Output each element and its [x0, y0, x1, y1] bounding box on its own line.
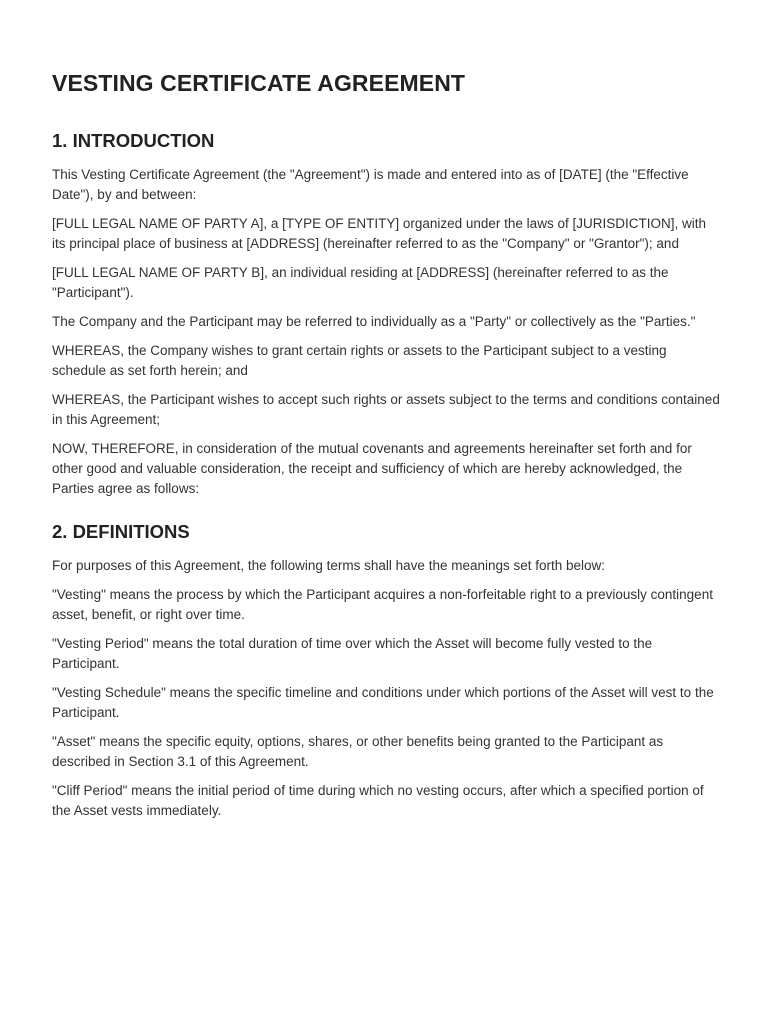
paragraph: [FULL LEGAL NAME OF PARTY B], an individual residing at [ADDRESS] (hereinafter referred to as the "Participant").: [52, 265, 669, 300]
section-introduction: [52, 130, 720, 499]
section-heading: 2. DEFINITIONS: [52, 521, 190, 542]
paragraph: NOW, THEREFORE, in consideration of the mutual covenants and agreements hereinafter set forth and for other good and valuable consideration, the receipt and sufficiency of which are hereby acknowledged, the Parties agree as follows:: [52, 441, 692, 496]
definition-vesting: "Vesting" means the process by which the Participant acquires a non-forfeitable right to a previously contingent asset, benefit, or right over time.: [52, 587, 713, 622]
definition-vesting-period: "Vesting Period" means the total duration of time over which the Asset will become fully vested to the Participant.: [52, 636, 653, 671]
paragraph: This Vesting Certificate Agreement (the "Agreement") is made and entered into as of [DATE] (the "Effective Date"), by and between:: [52, 167, 689, 202]
document-title: VESTING CERTIFICATE AGREEMENT: [52, 70, 466, 96]
paragraph: [FULL LEGAL NAME OF PARTY A], a [TYPE OF ENTITY] organized under the laws of [JURISDICTION], with its principal place of business at [ADDRESS] (hereinafter referred to as the "Company" or "Grantor"); and: [52, 216, 706, 251]
paragraph: The Company and the Participant may be referred to individually as a "Party" or collectively as the "Parties.": [52, 314, 696, 329]
definition-cliff-period: "Cliff Period" means the initial period of time during which no vesting occurs, after which a specified portion of the Asset vests immediately.: [52, 783, 704, 818]
section-heading: 1. INTRODUCTION: [52, 130, 215, 151]
paragraph: WHEREAS, the Company wishes to grant certain rights or assets to the Participant subject to a vesting schedule as set forth herein; and: [52, 343, 667, 378]
section-definitions: [52, 521, 720, 821]
paragraph: WHEREAS, the Participant wishes to accept such rights or assets subject to the terms and conditions contained in this Agreement;: [52, 392, 720, 427]
definition-vesting-schedule: "Vesting Schedule" means the specific timeline and conditions under which portions of the Asset will vest to the Participant.: [52, 685, 714, 720]
paragraph: For purposes of this Agreement, the following terms shall have the meanings set forth below:: [52, 558, 606, 573]
definition-asset: "Asset" means the specific equity, options, shares, or other benefits being granted to the Participant as described in Section 3.1 of this Agreement.: [52, 734, 664, 769]
